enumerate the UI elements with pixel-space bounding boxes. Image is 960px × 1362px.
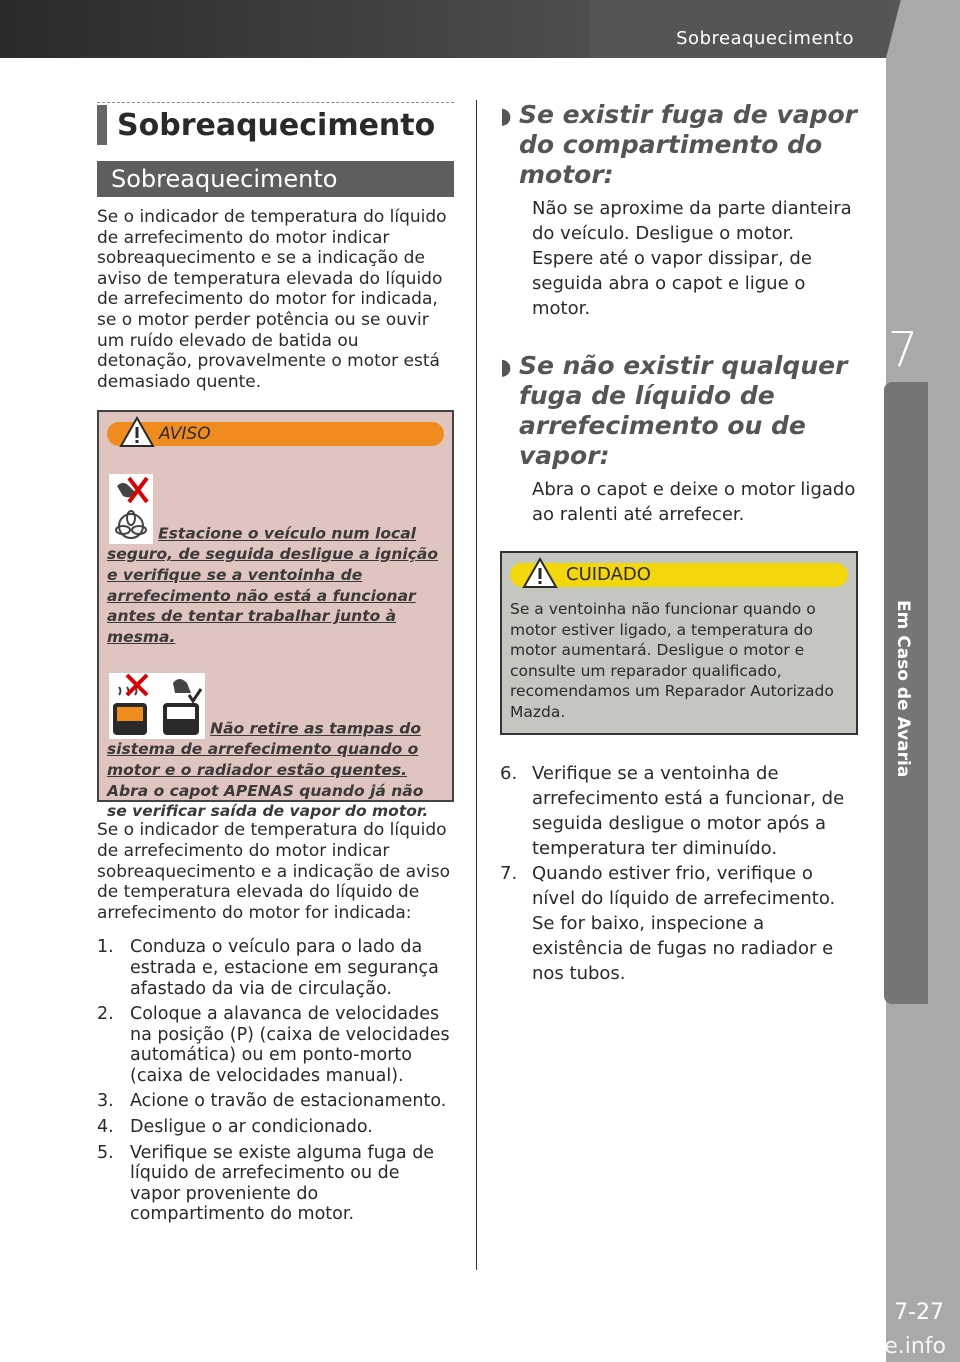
list-item: 3. Acione o travão de estacionamento.	[97, 1091, 447, 1112]
steps-list-right	[500, 761, 858, 986]
chevron-right-icon: ◗	[500, 355, 512, 380]
section-title: Sobreaquecimento	[97, 161, 454, 197]
warning-item-2-plain: Abra o capot APENAS quando já não se verificar saída de vapor do motor.	[107, 781, 429, 821]
warning-item-1-text: Estacione o veículo num local seguro, de seguida desligue a ignição e verifique se a ventoinha de arrefecimento não está a funcionar antes de tentar trabalhar junto à mesma.	[107, 524, 438, 646]
list-item: 7. Quando estiver frio, verifique o nível do líquido de arrefecimento. Se for baixo, inspecione a existência de fugas no radiador e nos tubos.	[500, 863, 836, 984]
header-title: Sobreaquecimento	[676, 28, 854, 49]
caution-text: Se a ventoinha não funcionar quando o motor estiver ligado, a temperatura do motor aumentará. Desligue o motor e consulte um reparador qualificado, recomendamos um Reparador Autorizado Mazda.	[510, 600, 834, 721]
right-column	[500, 100, 858, 986]
no-leak-paragraph: Abra o capot e deixe o motor ligado ao ralenti até arrefecer.	[532, 479, 856, 525]
chapter-number: 7	[887, 322, 919, 378]
list-item: 2. Coloque a alavanca de velocidades na posição (P) (caixa de velocidades automática) ou em ponto-morto (caixa de velocidades manual).	[97, 1004, 450, 1086]
second-paragraph: Se o indicador de temperatura do líquido de arrefecimento do motor indicar sobreaquecimento e a indicação de aviso de temperatura elevada do líquido de arrefecimento do motor for indicada:	[97, 820, 451, 923]
list-item: 5. Verifique se existe alguma fuga de líquido de arrefecimento ou de vapor proveniente do compartimento do motor.	[97, 1142, 435, 1225]
steps-list-left	[97, 937, 454, 1225]
page-header	[0, 0, 960, 58]
fan-hand-prohibited-icon	[109, 474, 153, 544]
watermark: carmanualsonline.info	[702, 1334, 946, 1359]
title-bar	[97, 105, 107, 145]
list-item: 4. Desligue o ar condicionado.	[97, 1117, 373, 1138]
subheading-steam-leak: ◗ Se existir fuga de vapor do compartimento do motor:	[500, 100, 858, 189]
caution-label-text: CUIDADO	[566, 564, 651, 585]
page-title-text: Sobreaquecimento	[117, 108, 436, 143]
left-column	[97, 100, 454, 1230]
steam-leak-paragraph: Não se aproxime da parte dianteira do veículo. Desligue o motor. Espere até o vapor dissipar, de seguida abra o capot e ligue o motor.	[532, 198, 852, 319]
column-divider	[476, 100, 477, 1270]
warning-item-1	[107, 474, 444, 647]
caution-box	[500, 551, 858, 735]
warning-label	[107, 422, 444, 446]
subheading-no-leak: ◗ Se não existir qualquer fuga de líquido de arrefecimento ou de vapor:	[500, 351, 848, 470]
list-item: 6. Verifique se a ventoinha de arrefecimento está a funcionar, de seguida desligue o motor após a temperatura ter diminuído.	[500, 763, 845, 859]
warning-item-2	[107, 673, 444, 821]
chapter-title[interactable]: Em Caso de Avaria	[893, 600, 913, 778]
warning-triangle-icon	[119, 416, 155, 448]
warning-label-text: AVISO	[159, 424, 211, 445]
warning-item-2-underlined: Não retire as tampas do sistema de arrefecimento quando o motor e o radiador estão quentes.	[107, 719, 422, 779]
intro-paragraph: Se o indicador de temperatura do líquido de arrefecimento do motor indicar sobreaquecimento e se a indicação de aviso de temperatura elevada do líquido de arrefecimento do motor for indicada, se o motor perder potência ou se ouvir um ruído elevado de batida ou detonação, provavelmente o motor está demasiado quente.	[97, 207, 447, 392]
caution-label	[510, 563, 848, 587]
warning-box	[97, 410, 454, 821]
warning-triangle-icon	[522, 557, 558, 589]
chevron-right-icon: ◗	[500, 104, 512, 129]
page-title	[97, 102, 454, 149]
hot-radiator-cap-prohibited-icon	[109, 673, 205, 739]
list-item: 1. Conduza o veículo para o lado da estrada e, estacione em segurança afastado da via de circulação.	[97, 937, 439, 999]
page-number: 7-27	[894, 1300, 944, 1325]
